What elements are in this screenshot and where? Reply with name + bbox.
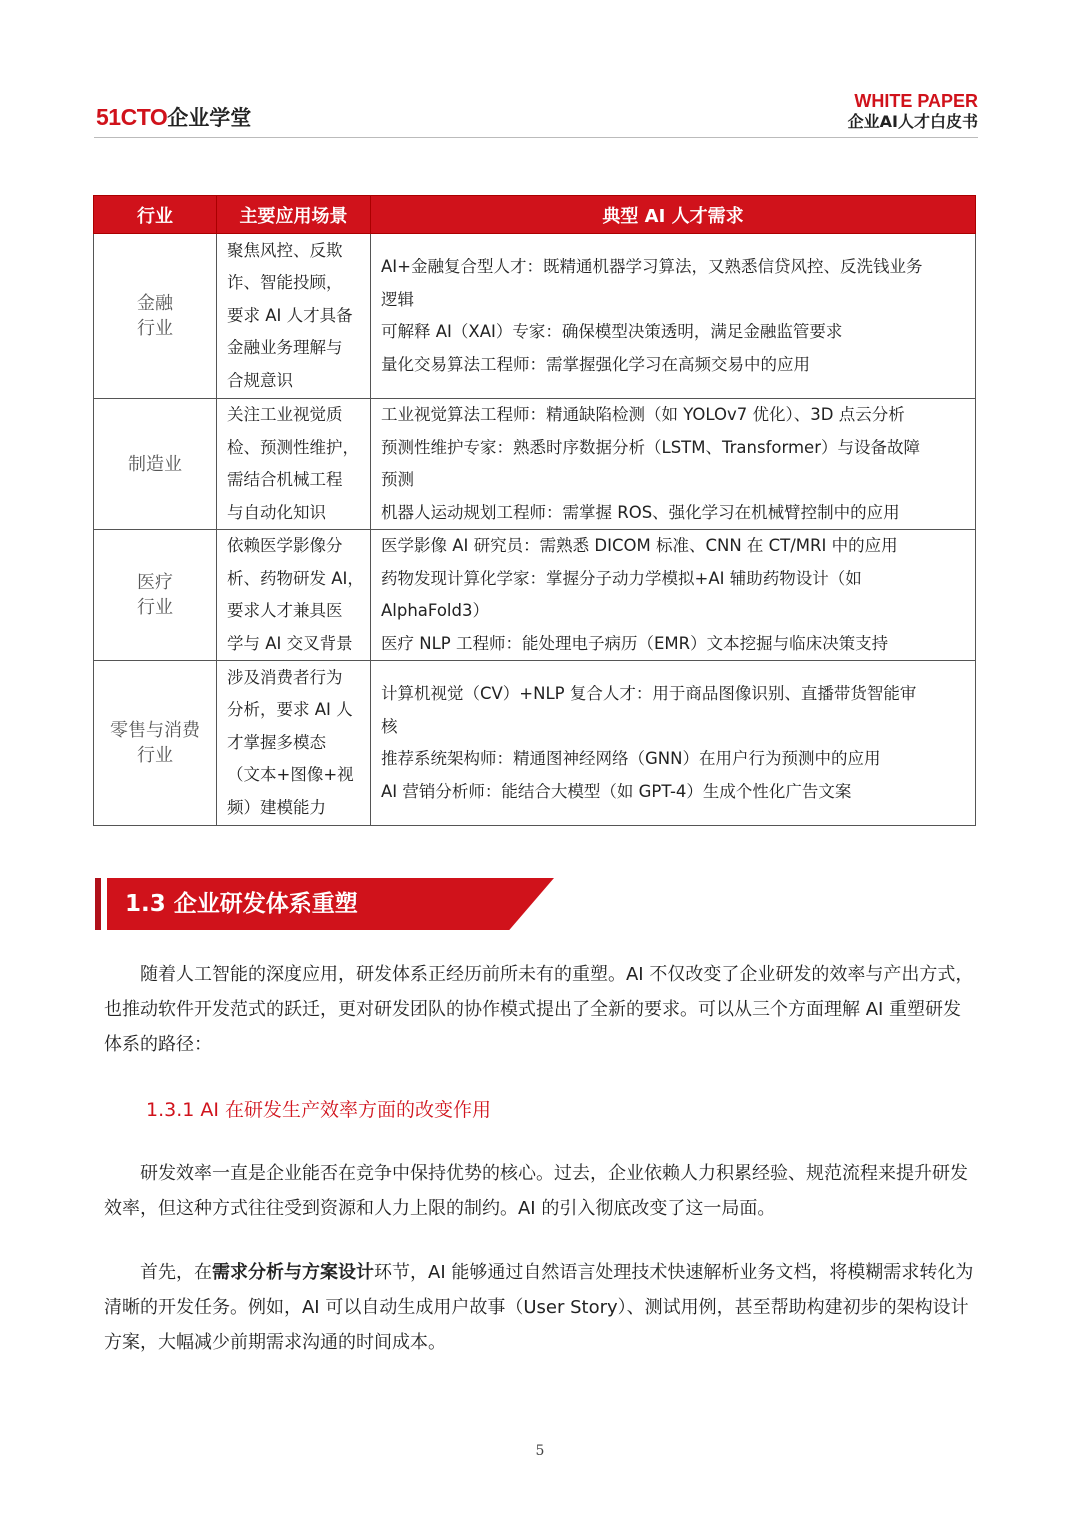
paragraph-efficiency: 研发效率一直是企业能否在竞争中保持优势的核心。过去，企业依赖人力积累经验、规范流程来提升研发效率，但这种方式往往受到资源和人力上限的制约。AI 的引入彻底改变了这一局面。 — [104, 1163, 968, 1219]
header-divider — [94, 137, 978, 138]
requirements-cell: 计算机视觉（CV）+NLP 复合人才：用于商品图像识别、直播带货智能审 核 推荐系统架构师：精通图神经网络（GNN）在用户行为预测中的应用 AI 营销分析师：能结合大模型（如 GPT-4）生成个性化广告文案 — [371, 661, 976, 826]
section-accent-bar — [95, 878, 101, 930]
logo-brand-mark: 51CTO — [96, 104, 168, 130]
whitepaper-label — [848, 90, 978, 132]
scenario-cell: 涉及消费者行为 分析，要求 AI 人 才掌握多模态 （文本+图像+视 频）建模能力 — [217, 661, 371, 826]
industry-cell: 制造业 — [94, 399, 217, 530]
table-row — [94, 234, 976, 399]
logo-text: 企业学堂 — [167, 106, 252, 130]
table-row — [94, 399, 976, 530]
requirements-cell: 医学影像 AI 研究员：需熟悉 DICOM 标准、CNN 在 CT/MRI 中的应用 药物发现计算化学家：掌握分子动力学模拟+AI 辅助药物设计（如 AlphaFold3） 医疗 NLP 工程师：能处理电子病历（EMR）文本挖掘与临床决策支持 — [371, 530, 976, 661]
ai-talent-table — [93, 195, 976, 826]
emphasis-text: 需求分析与方案设计 — [212, 1262, 374, 1283]
industry-cell: 零售与消费 行业 — [94, 661, 217, 826]
whitepaper-title: WHITE PAPER — [854, 91, 978, 111]
scenario-cell: 依赖医学影像分 析、药物研发 AI， 要求人才兼具医 学与 AI 交叉背景 — [217, 530, 371, 661]
table-header-row — [94, 196, 976, 234]
paragraph-requirements-analysis: 首先，在需求分析与方案设计环节，AI 能够通过自然语言处理技术快速解析业务文档，将模糊需求转化为清晰的开发任务。例如，AI 可以自动生成用户故事（User Story）、测试用例，甚至帮助构建初步的架构设计方案，大幅减少前期需求沟通的时间成本。 — [104, 1262, 974, 1353]
subsection-heading: 1.3.1 AI 在研发生产效率方面的改变作用 — [146, 1099, 492, 1121]
requirements-cell: 工业视觉算法工程师：精通缺陷检测（如 YOLOv7 优化）、3D 点云分析 预测性维护专家：熟悉时序数据分析（LSTM、Transformer）与设备故障 预测 机器人运动规划工程师：需掌握 ROS、强化学习在机械臂控制中的应用 — [371, 399, 976, 530]
table-row — [94, 661, 976, 826]
table-row — [94, 530, 976, 661]
page-number: 5 — [535, 1443, 545, 1459]
industry-cell: 金融 行业 — [94, 234, 217, 399]
requirements-cell: AI+金融复合型人才：既精通机器学习算法，又熟悉信贷风控、反洗钱业务 逻辑 可解释 AI（XAI）专家：确保模型决策透明，满足金融监管要求 量化交易算法工程师：需掌握强化学习在高频交易中的应用 — [371, 234, 976, 399]
header-requirements: 典型 AI 人才需求 — [371, 196, 976, 234]
header-scenario: 主要应用场景 — [217, 196, 371, 234]
section-title: 1.3 企业研发体系重塑 — [125, 891, 358, 917]
whitepaper-subtitle: 企业AI人才白皮书 — [847, 112, 978, 131]
brand-logo — [96, 102, 251, 132]
scenario-cell: 聚焦风控、反欺 诈、智能投顾， 要求 AI 人才具备 金融业务理解与 合规意识 — [217, 234, 371, 399]
industry-cell: 医疗 行业 — [94, 530, 217, 661]
scenario-cell: 关注工业视觉质 检、预测性维护， 需结合机械工程 与自动化知识 — [217, 399, 371, 530]
intro-paragraph: 随着人工智能的深度应用，研发体系正经历前所未有的重塑。AI 不仅改变了企业研发的效率与产出方式，也推动软件开发范式的跃迁，更对研发团队的协作模式提出了全新的要求。可以从三个方面理解 AI 重塑研发体系的路径： — [104, 964, 974, 1055]
header-industry: 行业 — [94, 196, 217, 234]
